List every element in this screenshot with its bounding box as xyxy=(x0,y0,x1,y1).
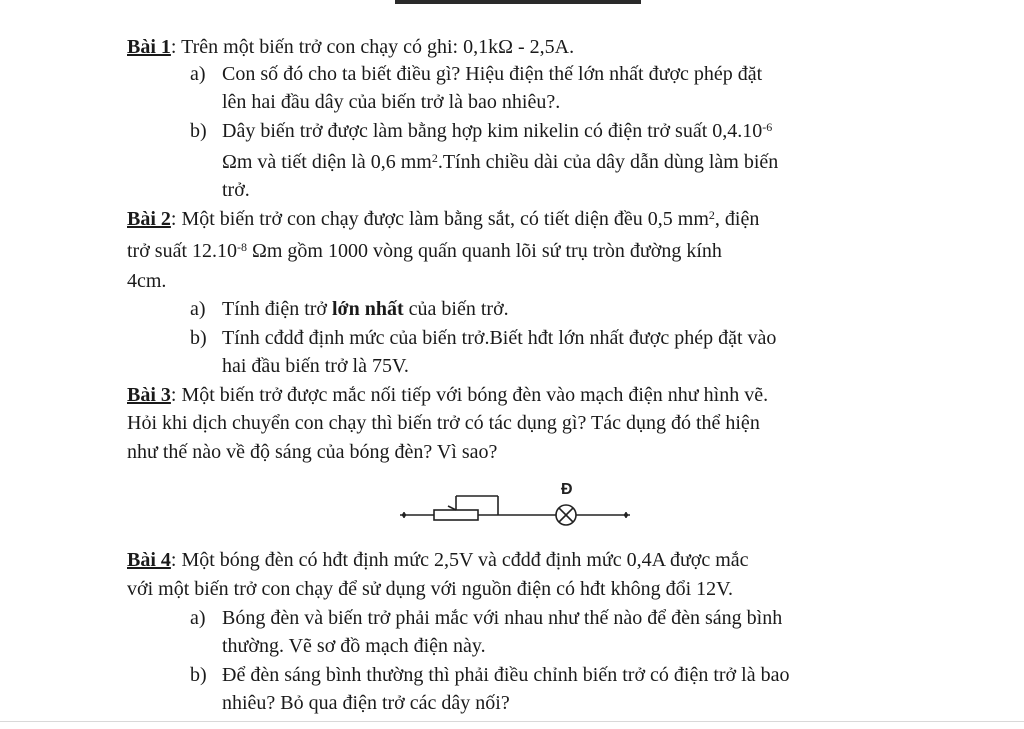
problem-1a-marker: a) xyxy=(190,63,206,85)
problem-2a-text xyxy=(222,296,509,322)
problem-1b-text-1 xyxy=(222,118,772,144)
problem-2-sq: 2 xyxy=(708,208,715,222)
problem-1a-text-1: Con số đó cho ta biết điều gì? Hiệu điện thế lớn nhất được phép đặt xyxy=(222,63,763,85)
problem-2-line-2 xyxy=(127,238,722,264)
problem-2a-bold: lớn nhất xyxy=(332,298,404,320)
left-terminal-dot xyxy=(402,513,406,517)
problem-3-label: Bài 3 xyxy=(127,384,171,406)
problem-1b-marker: b) xyxy=(190,120,207,142)
problem-3-line-3: như thế nào về độ sáng của bóng đèn? Vì sao? xyxy=(127,441,498,463)
page-bottom-edge xyxy=(0,721,1024,722)
problem-1-text: : Trên một biến trở con chạy có ghi: 0,1kΩ - 2,5A. xyxy=(170,36,575,58)
problem-4-label: Bài 4 xyxy=(127,549,171,571)
problem-2-line-3: 4cm. xyxy=(127,270,167,292)
problem-2a-marker: a) xyxy=(190,298,206,320)
problem-1b-line2-pre: Ωm và tiết diện là 0,6 mm xyxy=(222,151,432,173)
problem-4-line-2: với một biến trở con chạy để sử dụng với nguồn điện có hđt không đổi 12V. xyxy=(127,578,734,600)
problem-1b-sq: 2 xyxy=(431,151,438,165)
problem-4a-marker: a) xyxy=(190,607,206,629)
problem-1-label: Bài 1 xyxy=(127,36,171,58)
problem-2-line1-pre: : Một biến trở con chạy được làm bằng sắt, có tiết diện đều 0,5 mm xyxy=(170,208,709,230)
problem-1b-line1: Dây biến trở được làm bằng hợp kim nikelin có điện trở suất 0,4.10 xyxy=(222,120,763,142)
lamp-label: Đ xyxy=(561,481,573,498)
problem-4b-text-1: Để đèn sáng bình thường thì phải điều chỉnh biến trở có điện trở là bao xyxy=(222,664,790,686)
problem-4b-text-2: nhiêu? Bỏ qua điện trở các dây nối? xyxy=(222,692,510,714)
problem-1a-line-1 xyxy=(190,61,206,87)
problem-2b-text-2: hai đầu biến trở là 75V. xyxy=(222,355,409,377)
problem-4a-text-2: thường. Vẽ sơ đồ mạch điện này. xyxy=(222,635,486,657)
problem-3-heading xyxy=(127,382,768,408)
problem-2-exponent: -8 xyxy=(237,240,248,254)
problem-2a-post: của biến trở. xyxy=(403,298,509,320)
circuit-diagram xyxy=(398,476,638,532)
problem-2-heading xyxy=(127,206,759,232)
right-terminal-dot xyxy=(624,513,628,517)
problem-1b-exponent: -6 xyxy=(762,120,773,134)
problem-2-label: Bài 2 xyxy=(127,208,171,230)
problem-4-line1: : Một bóng đèn có hđt định mức 2,5V và cđdđ định mức 0,4A được mắc xyxy=(170,549,749,571)
problem-4a-text-1: Bóng đèn và biến trở phải mắc với nhau như thế nào để đèn sáng bình xyxy=(222,607,783,629)
problem-4b-marker: b) xyxy=(190,664,207,686)
page-top-edge xyxy=(395,0,641,4)
problem-1a-text-2: lên hai đầu dây của biến trở là bao nhiêu?. xyxy=(222,91,561,113)
problem-3-line-2: Hỏi khi dịch chuyển con chạy thì biến trở có tác dụng gì? Tác dụng đó thể hiện xyxy=(127,412,760,434)
problem-1b-text-2 xyxy=(222,149,778,175)
problem-2-line2-post: Ωm gồm 1000 vòng quấn quanh lõi sứ trụ tròn đường kính xyxy=(247,240,722,262)
rheostat-body xyxy=(434,510,478,520)
problem-2-line1-post: , điện xyxy=(714,208,760,230)
problem-3-line1: : Một biến trở được mắc nối tiếp với bóng đèn vào mạch điện như hình vẽ. xyxy=(170,384,769,406)
problem-2b-text-1: Tính cđdđ định mức của biến trở.Biết hđt lớn nhất được phép đặt vào xyxy=(222,327,777,349)
problem-2b-marker: b) xyxy=(190,327,207,349)
problem-1b-text-3: trở. xyxy=(222,179,250,201)
problem-2-line2-pre: trở suất 12.10 xyxy=(127,240,238,262)
problem-2a-pre: Tính điện trở xyxy=(222,298,332,320)
problem-4-heading xyxy=(127,547,749,573)
problem-1-heading xyxy=(127,34,574,60)
problem-1b-line2-post: .Tính chiều dài của dây dẫn dùng làm biến xyxy=(437,151,779,173)
